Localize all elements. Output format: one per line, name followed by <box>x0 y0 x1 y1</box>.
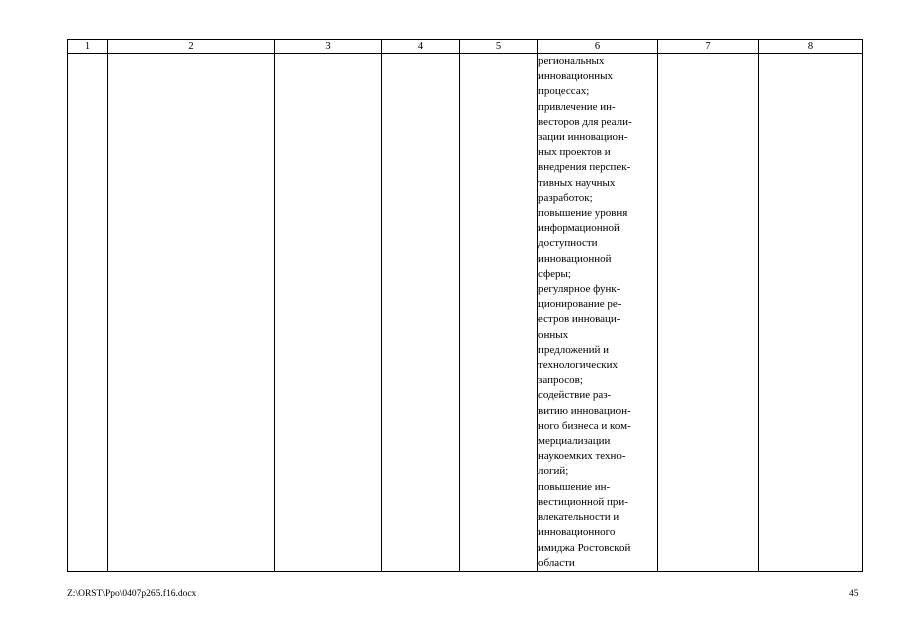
header-row <box>68 40 863 54</box>
column-header-7: 7 <box>658 40 759 54</box>
text-line: тивных научных <box>538 176 616 189</box>
text-line: области <box>538 556 575 569</box>
column-header-3: 3 <box>275 40 382 54</box>
column-header-2: 2 <box>108 40 275 54</box>
cell-col-4 <box>382 54 460 572</box>
text-line: сферы; <box>538 267 571 280</box>
text-line: процессах; <box>538 85 590 98</box>
text-line: региональных <box>538 55 605 67</box>
cell-col-2 <box>108 54 275 572</box>
table-row <box>68 54 863 572</box>
text-line: естров инноваци- <box>538 313 621 326</box>
text-line: информационной <box>538 222 620 235</box>
column-header-6: 6 <box>538 40 658 54</box>
text-line: инновационной <box>538 252 612 265</box>
text-line: мерциализации <box>538 435 611 448</box>
text-line: разработок; <box>538 191 593 204</box>
column-header-4: 4 <box>382 40 460 54</box>
text-line: ного бизнеса и ком- <box>538 419 631 432</box>
document-table <box>67 39 863 572</box>
text-line: онных <box>538 328 569 341</box>
text-line: доступности <box>538 237 598 250</box>
text-line: весторов для реали- <box>538 115 632 128</box>
text-line: вестиционной при- <box>538 495 628 508</box>
column-header-5: 5 <box>460 40 538 54</box>
text-line: повышение уровня <box>538 207 628 220</box>
text-line: регулярное функ- <box>538 283 621 296</box>
cell-col-3 <box>275 54 382 572</box>
text-line: запросов; <box>538 374 583 387</box>
text-line: влекательности и <box>538 511 620 524</box>
text-line: технологических <box>538 359 618 372</box>
text-line: наукоемких техно- <box>538 450 626 463</box>
text-line: инновационного <box>538 526 616 539</box>
text-line: предложений и <box>538 343 610 356</box>
page-number: 45 <box>849 589 859 599</box>
text-line: витию инновацион- <box>538 404 631 417</box>
text-line: внедрения перспек- <box>538 161 631 174</box>
text-line: ных проектов и <box>538 146 611 159</box>
text-line: ционирование ре- <box>538 298 622 311</box>
text-line: зации инновацион- <box>538 131 628 144</box>
text-line: логий; <box>538 465 569 478</box>
cell-col-6 <box>538 54 658 572</box>
cell-col-8 <box>759 54 863 572</box>
cell-col-1 <box>68 54 108 572</box>
column-header-8: 8 <box>759 40 863 54</box>
cell-col-5 <box>460 54 538 572</box>
column-header-1: 1 <box>68 40 108 54</box>
text-line: содействие раз- <box>538 389 612 402</box>
cell-col-7 <box>658 54 759 572</box>
text-line: повышение ин- <box>538 480 611 493</box>
footer-file-path: Z:\ORST\Ppo\0407p265.f16.docx <box>67 589 197 599</box>
text-line: инновационных <box>538 70 614 83</box>
text-line: имиджа Ростовской <box>538 541 631 554</box>
text-line: привлечение ин- <box>538 100 616 113</box>
